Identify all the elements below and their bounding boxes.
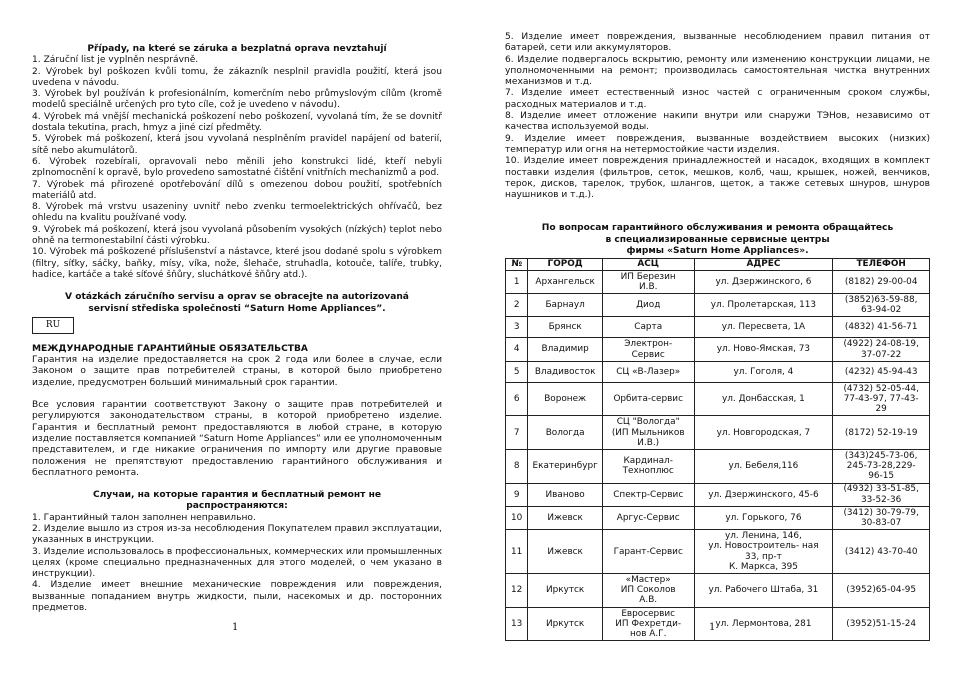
table-cell: Ижевск — [528, 506, 603, 529]
cz-list-item: 5. Výrobek má poškození, která jsou vyvolaná nesplněním pravidel napájení od baterií, sítě nebo akumulátorů. — [32, 134, 442, 156]
table-cell: 1 — [506, 270, 528, 293]
table-cell: Евросервис ИП Фехретди- нов А.Г. — [602, 607, 694, 641]
ru-list-item: 8. Изделие имеет отложение накипи внутри или снаружи ТЭНов, независимо от качества используемой воды. — [505, 111, 930, 133]
table-cell: Владимир — [528, 338, 603, 361]
cz-list — [32, 55, 442, 281]
table-cell: (4922) 24-08-19, 37-07-22 — [833, 338, 930, 361]
table-cell: Иваново — [528, 483, 603, 506]
table-cell: ул. Рабочего Штаба, 31 — [694, 574, 833, 608]
table-cell: ул. Горького, 76 — [694, 506, 833, 529]
ru-list-item: 5. Изделие имеет повреждения, вызванные несоблюдением правил питания от батарей, сети или аккумуляторов. — [505, 32, 930, 54]
service-heading-line-2: в специализированные сервисные центры — [605, 234, 830, 245]
cz-list-item: 8. Výrobek má vrstvu usazeniny uvnitř nebo zvenku termoelektrických ohřívačů, bez ohledu na kvalitu používané vody. — [32, 202, 442, 224]
table-cell: Спектр-Сервис — [602, 483, 694, 506]
table-row — [506, 270, 930, 293]
table-cell: ул. Ленина, 146, ул. Новостроитель- ная 33, пр-т К. Маркса, 395 — [694, 530, 833, 574]
service-heading-line-3: фирмы «Saturn Home Appliances». — [626, 246, 809, 257]
table-cell: 5 — [506, 361, 528, 382]
table-cell: 11 — [506, 530, 528, 574]
table-row — [506, 361, 930, 382]
table-row — [506, 338, 930, 361]
table-cell: ул. Пересвета, 1А — [694, 317, 833, 338]
ru-exclusions-list-continued — [505, 32, 930, 201]
table-cell: ул. Дзержинского, 45-6 — [694, 483, 833, 506]
table-cell: (4732) 52-05-44, 77-43-97, 77-43- 29 — [833, 382, 930, 416]
table-cell: ул. Дзержинского, 6 — [694, 270, 833, 293]
table-header-cell: ТЕЛЕФОН — [833, 259, 930, 270]
table-cell: Орбита-сервис — [602, 382, 694, 416]
table-cell: ул. Гоголя, 4 — [694, 361, 833, 382]
table-cell: (4832) 41-56-71 — [833, 317, 930, 338]
table-cell: Воронеж — [528, 382, 603, 416]
table-cell: СЦ «В-Лазер» — [602, 361, 694, 382]
table-cell: (8172) 52-19-19 — [833, 416, 930, 450]
cz-heading: Případy, na které se záruka a bezplatná oprava nevztahují — [87, 44, 387, 54]
cz-list-item: 9. Výrobek má poškození, která jsou vyvolaná působením vysokých (nízkých) teplot nebo ohně na termonestabilní části výrobku. — [32, 224, 442, 247]
table-row — [506, 574, 930, 608]
table-cell: Иркутск — [528, 607, 603, 641]
table-cell: 6 — [506, 382, 528, 416]
intl-warranty-paragraph-1: Гарантия на изделие предоставляется на срок 2 года или более в случае, если Законом о защите прав потребителей страны, в которой было приобретено изделие, предусмотрен больший минимальный срок гарантии. — [32, 355, 442, 388]
ru-list-item: 4. Изделие имеет внешние механические повреждения или повреждения, вызванные попаданием внутрь жидкости, пыли, насекомых и др. посторонних предметов. — [32, 580, 442, 614]
cz-list-item: 10. Výrobek má poškozené příslušenství a nástavce, které jsou dodané spolu s výrobkem (filtry, síťky, sáčky, baňky, mísy, víka, nože, šlehače, struhadla, kotouče, talíře, trubky, hadice, kartáče a také síťové šňůry, sluchátkové šňůry atd.). — [32, 247, 442, 280]
table-cell: 7 — [506, 416, 528, 450]
cz-list-item: 6. Výrobek rozebírali, opravovali nebo měnili jeho konstrukci lidé, kteří nebyli zplnomocnění k opravě, bylo provedeno samostatné čištění vnitřních mechanizmů a pod. — [32, 156, 442, 179]
ru-list-item: 1. Гарантийный талон заполнен неправильно. — [32, 512, 256, 523]
cz-list-item: 1. Záruční list je vyplněn nesprávně. — [32, 55, 199, 66]
table-row — [506, 483, 930, 506]
service-centers-table — [505, 258, 930, 641]
table-cell: (8182) 29-00-04 — [833, 270, 930, 293]
ru-exclusions-heading: Случаи, на которые гарантия и бесплатный ремонт не распространяются: — [92, 490, 382, 512]
table-cell: Иркутск — [528, 574, 603, 608]
service-heading-line-1: По вопросам гарантийного обслуживания и ремонта обращайтесь — [541, 223, 894, 234]
table-cell: Кардинал- Техноплюс — [602, 449, 694, 483]
page-number-left: 1 — [232, 622, 239, 633]
table-cell: ул. Лермонтова, 281 — [694, 607, 833, 641]
table-cell: (3412) 30-79-79, 30-83-07 — [833, 506, 930, 529]
table-cell: Барнаул — [528, 293, 603, 316]
table-cell: (4932) 33-51-85, 33-52-36 — [833, 483, 930, 506]
table-cell: (3952)51-15-24 — [833, 607, 930, 641]
table-header-row — [506, 259, 930, 270]
table-cell: (343)245-73-06, 245-73-28,229- 96-15 — [833, 449, 930, 483]
table-cell: (3852)63-59-88, 63-94-02 — [833, 293, 930, 316]
table-cell: 13 — [506, 607, 528, 641]
left-column — [32, 44, 442, 614]
table-cell: ул. Ново-Ямская, 73 — [694, 338, 833, 361]
table-cell: ул. Новгородская, 7 — [694, 416, 833, 450]
ru-list-item: 3. Изделие использовалось в профессиональных, коммерческих или промышленных целях (кроме специально предназначенных для этого моделей, о чем указано в инструкции). — [32, 546, 443, 580]
table-cell: 3 — [506, 317, 528, 338]
language-badge-ru: RU — [32, 317, 74, 334]
cz-list-item: 2. Výrobek byl poškozen kvůli tomu, že zákazník nesplnil pravidla použití, která jsou uvedena v návodu. — [32, 66, 442, 88]
table-header-cell: № — [506, 259, 528, 270]
table-cell: 9 — [506, 483, 528, 506]
table-row — [506, 382, 930, 416]
intl-warranty-heading: МЕЖДУНАРОДНЫЕ ГАРАНТИЙНЫЕ ОБЯЗАТЕЛЬСТВА — [32, 343, 308, 354]
table-cell: Сарта — [602, 317, 694, 338]
table-cell: Вологда — [528, 416, 603, 450]
table-cell: (3412) 43-70-40 — [833, 530, 930, 574]
cz-contact-note: V otázkách záručního servisu a oprav se obracejte na autorizovaná servisní střediska společnosti “Saturn Home Appliances”. — [65, 292, 409, 314]
table-cell: «Мастер» ИП Соколов А.В. — [602, 574, 694, 608]
table-cell: СЦ "Вологда" (ИП Мыльников И.В.) — [602, 416, 694, 450]
table-row — [506, 449, 930, 483]
cz-list-item: 7. Výrobek má přirozené opotřebování dílů s omezenou dobou použití, spotřebních materiálů atd. — [32, 179, 442, 201]
table-row — [506, 506, 930, 529]
table-body — [506, 270, 930, 641]
right-column — [505, 32, 930, 641]
table-cell: ул. Пролетарская, 113 — [694, 293, 833, 316]
table-cell: 12 — [506, 574, 528, 608]
table-cell: (3952)65-04-95 — [833, 574, 930, 608]
table-cell: Аргус-Сервис — [602, 506, 694, 529]
table-cell: 10 — [506, 506, 528, 529]
table-cell: Диод — [602, 293, 694, 316]
table-cell: ул. Донбасская, 1 — [694, 382, 833, 416]
ru-list-item: 10. Изделие имеет повреждения принадлежностей и насадок, входящих в комплект поставки изделия (фильтров, сеток, мешков, колб, чаш, крышек, ножей, венчиков, терок, дисков, тарелок, трубок, шлангов, щеток, а также сетевых шнуров, шнуров наушников и т.д.). — [505, 156, 930, 201]
table-row — [506, 317, 930, 338]
table-cell: Владивосток — [528, 361, 603, 382]
table-cell: Гарант-Сервис — [602, 530, 694, 574]
ru-exclusions-list — [32, 513, 442, 615]
page-number-right: 1 — [709, 622, 716, 633]
table-row — [506, 293, 930, 316]
table-row — [506, 416, 930, 450]
intl-warranty-paragraph-2: Все условия гарантии соответствуют Закону о защите прав потребителей и регулируются законодательством страны, в которой приобретено изделие. Гарантия и бесплатный ремонт предоставляются в любой стране, в которую изделие поставляется компанией “Saturn Home Appliances” или ее уполномоченным представителем, и где никакие ограничения по импорту или другие правовые положения не препятствуют предоставлению гарантийного обслуживания и бесплатного ремонта. — [32, 400, 442, 478]
table-cell: Екатеринбург — [528, 449, 603, 483]
ru-list-item: 2. Изделие вышло из строя из-за несоблюдения Покупателем правил эксплуатации, указанных в инструкции. — [32, 523, 442, 546]
table-cell: ИП Березин И.В. — [602, 270, 694, 293]
table-cell: ул. Бебеля,116 — [694, 449, 833, 483]
ru-list-item: 6. Изделие подвергалось вскрытию, ремонту или изменению конструкции лицами, не уполномоченными на ремонт; производилась самостоятельная чистка внутренних механизмов и т.д. — [505, 54, 930, 88]
table-row — [506, 530, 930, 574]
cz-list-item: 4. Výrobek má vnější mechanická poškození nebo poškození, vyvolaná tím, že se dovnitř dostala tekutina, prach, hmyz a jiné cizí předměty. — [32, 111, 442, 134]
table-cell: Брянск — [528, 317, 603, 338]
table-cell: 4 — [506, 338, 528, 361]
table-header-cell: ГОРОД — [528, 259, 603, 270]
ru-list-item: 7. Изделие имеет естественный износ частей с ограниченным сроком службы, расходных материалов и т.д. — [505, 88, 930, 110]
table-cell: Ижевск — [528, 530, 603, 574]
table-header-cell: АСЦ — [602, 259, 694, 270]
table-header-cell: АДРЕС — [694, 259, 833, 270]
table-cell: 2 — [506, 293, 528, 316]
table-cell: (4232) 45-94-43 — [833, 361, 930, 382]
table-cell: 8 — [506, 449, 528, 483]
table-cell: Электрон- Сервис — [602, 338, 694, 361]
table-cell: Архангельск — [528, 270, 603, 293]
cz-list-item: 3. Výrobek byl používán k profesionálním, komerčním nebo průmyslovým cílům (kromě modelů speciálně určených pro tyto cíle, což je uvedeno v návodu). — [32, 89, 442, 111]
table-row — [506, 607, 930, 641]
ru-list-item: 9. Изделие имеет повреждения, вызванные воздействием высоких (низких) температур или огня на нетермостойкие части изделия. — [505, 133, 930, 155]
